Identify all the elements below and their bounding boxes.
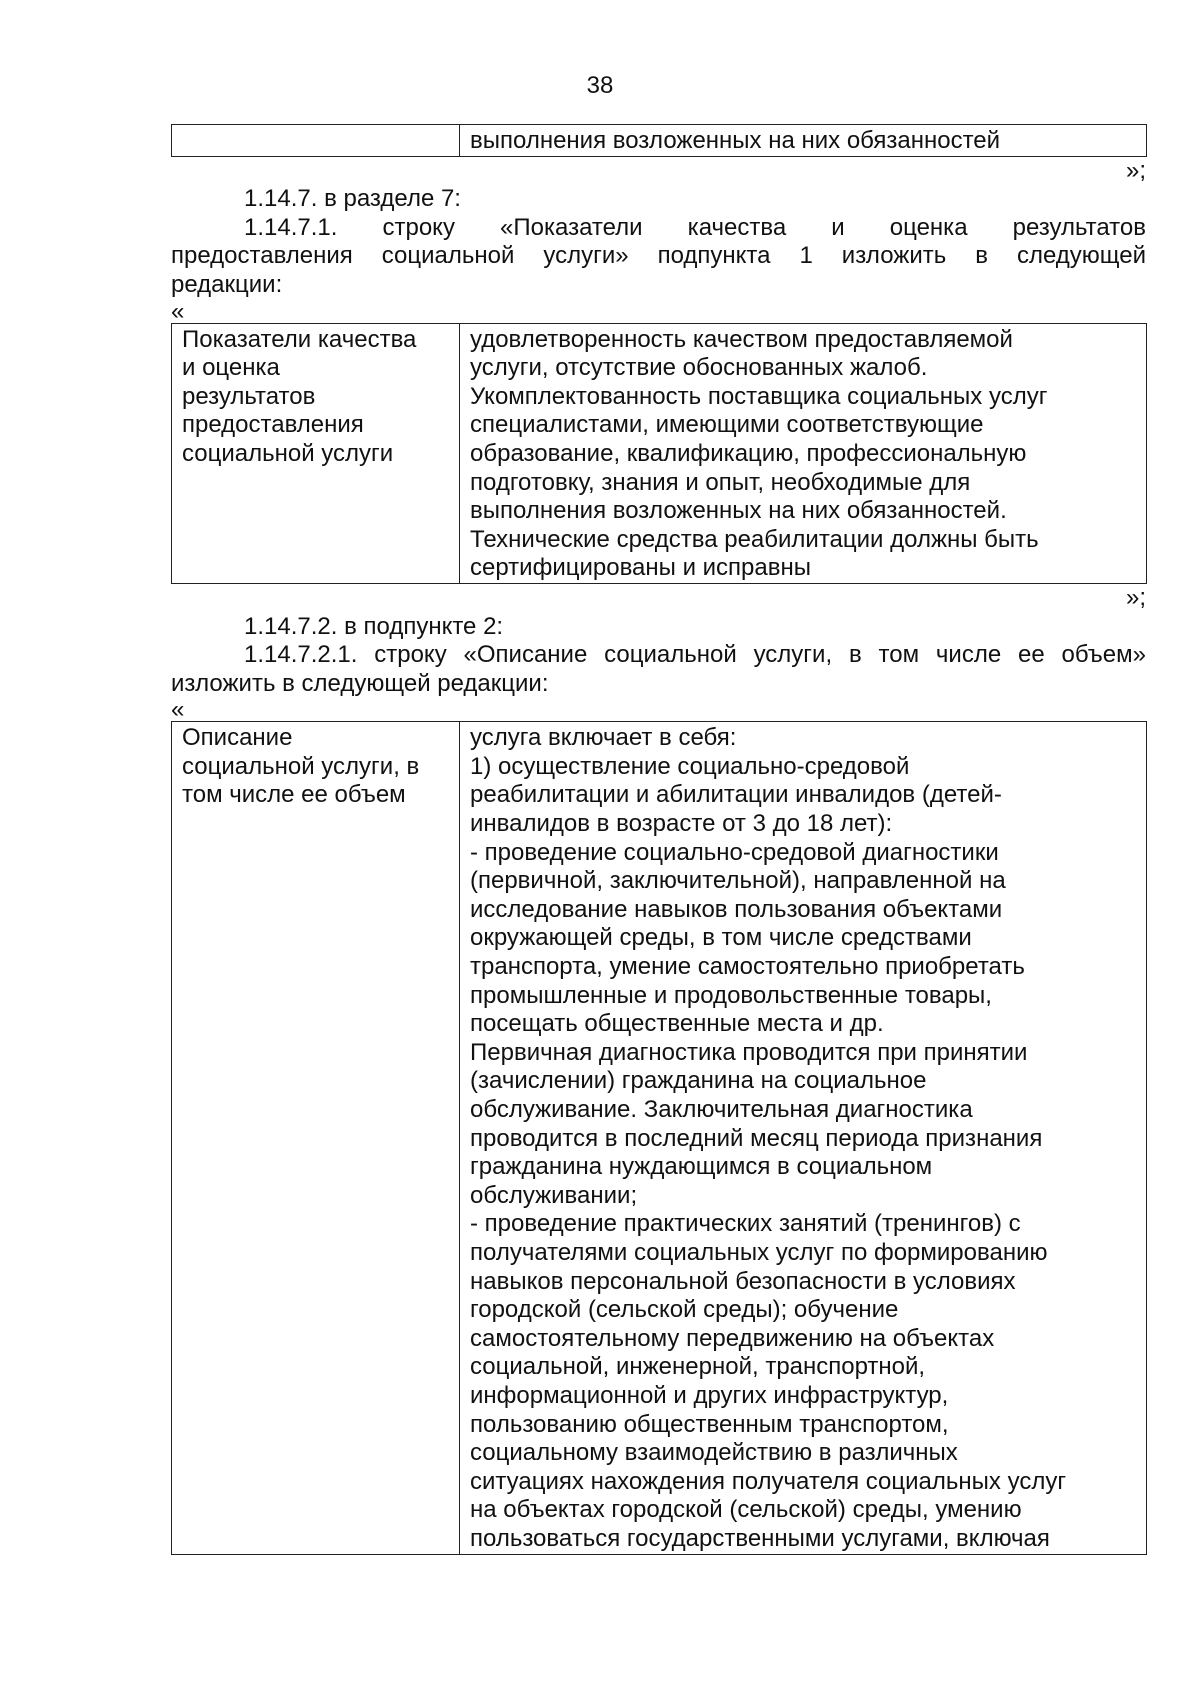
- quality-indicators-table: [171, 323, 1147, 584]
- cell-line: и оценка: [182, 354, 280, 382]
- section-paragraph-1-14-7-2-1: [171, 641, 1146, 698]
- cell-line: окружающей среды, в том числе средствами: [470, 924, 972, 952]
- table-row: [172, 323, 1147, 583]
- table-row: [172, 722, 1147, 1554]
- opening-quote: «: [171, 696, 185, 724]
- cell-line: получателями социальных услуг по формированию: [470, 1238, 1048, 1266]
- cell-line: (первичной, заключительной), направленной на: [470, 867, 1006, 895]
- page-number: 38: [586, 72, 614, 99]
- cell-line: подготовку, знания и опыт, необходимые для: [470, 468, 971, 496]
- cell-line: пользованию общественным транспортом,: [470, 1410, 949, 1438]
- cell-line: социальной, инженерной, транспортной,: [470, 1353, 926, 1381]
- cell-line: социальному взаимодействию в различных: [470, 1439, 958, 1467]
- cell-line: Технические средства реабилитации должны быть: [470, 525, 1039, 553]
- cell-line: информационной и других инфраструктур,: [470, 1381, 949, 1409]
- cell-line: исследование навыков пользования объектами: [470, 895, 1003, 923]
- cell-line: Укомплектованность поставщика социальных услуг: [470, 382, 1048, 410]
- cell-line: пользоваться государственными услугами, включая: [470, 1524, 1050, 1552]
- cell-line: обслуживание. Заключительная диагностика: [470, 1096, 973, 1123]
- table-cell-content: [460, 722, 1147, 1554]
- table-cell-empty: [172, 125, 460, 157]
- table-cell-label: [172, 323, 460, 583]
- cell-line: результатов: [182, 382, 316, 410]
- cell-line: реабилитации и абилитации инвалидов (детей-: [470, 781, 1002, 809]
- table-cell-content: [460, 323, 1147, 583]
- cell-line: сертифицированы и исправны: [470, 554, 811, 582]
- closing-quote: »;: [1125, 156, 1146, 184]
- service-description-table: [171, 721, 1147, 1554]
- paragraph-line: предоставления социальной услуги» подпункта 1 изложить в следующей: [171, 242, 1146, 270]
- table-cell: [460, 125, 1147, 157]
- document-body: [171, 124, 1146, 1555]
- paragraph-line: изложить в следующей редакции:: [171, 669, 549, 697]
- paragraph-line: 1.14.7.2.1. строку «Описание социальной услуги, в том числе ее объем»: [244, 641, 1146, 669]
- cell-line: 1) осуществление социально-средовой: [470, 752, 910, 780]
- table-row: [172, 125, 1147, 157]
- cell-line: выполнения возложенных на них обязанностей.: [470, 497, 1007, 525]
- cell-line: специалистами, имеющими соответствующие: [470, 411, 984, 439]
- cell-line: городской (сельской среды); обучение: [470, 1296, 899, 1324]
- cell-line: социальной услуги, в: [182, 752, 420, 780]
- cell-line: проводится в последний месяц периода признания: [470, 1124, 1043, 1152]
- cell-line: обслуживании;: [470, 1181, 638, 1209]
- cell-line: Описание: [182, 724, 293, 752]
- cell-line: Первичная диагностика проводится при принятии: [470, 1038, 1028, 1066]
- cell-line: промышленные и продовольственные товары,: [470, 981, 992, 1009]
- cell-line: транспорта, умение самостоятельно приобретать: [470, 953, 1025, 981]
- cell-line: Показатели качества: [182, 325, 417, 353]
- cell-line: - проведение социально-средовой диагностики: [470, 838, 999, 866]
- cell-line: удовлетворенность качеством предоставляемой: [470, 325, 1013, 353]
- cell-line: - проведение практических занятий (тренингов) с: [470, 1210, 1021, 1238]
- cell-line: на объектах городской (сельской) среды, умению: [470, 1496, 1022, 1524]
- cell-line: услуга включает в себя:: [470, 724, 737, 752]
- continuation-table: [171, 124, 1147, 157]
- cell-line: (зачислении) гражданина на социальное: [470, 1067, 927, 1095]
- cell-line: образование, квалификацию, профессиональную: [470, 439, 1027, 467]
- table-cell-label: [172, 722, 460, 1554]
- cell-line: гражданина нуждающимся в социальном: [470, 1153, 933, 1181]
- closing-quote: »;: [1125, 583, 1146, 611]
- cell-line: том числе ее объем: [182, 781, 406, 809]
- opening-quote: «: [171, 297, 185, 325]
- section-heading-1-14-7-2: 1.14.7.2. в подпункте 2:: [244, 612, 504, 640]
- cell-line: социальной услуги: [182, 439, 394, 467]
- paragraph-line: 1.14.7.1. строку «Показатели качества и оценка результатов: [244, 213, 1146, 241]
- cell-line: услуги, отсутствие обоснованных жалоб.: [470, 354, 928, 382]
- cell-line: посещать общественные места и др.: [470, 1010, 884, 1038]
- section-paragraph-1-14-7-1: [171, 214, 1146, 300]
- cell-line: инвалидов в возрасте от 3 до 18 лет):: [470, 810, 893, 838]
- paragraph-line: редакции:: [171, 270, 283, 298]
- cell-line: самостоятельному передвижению на объектах: [470, 1324, 995, 1352]
- cell-line: навыков персональной безопасности в условиях: [470, 1267, 1016, 1295]
- cell-line: ситуациях нахождения получателя социальных услуг: [470, 1467, 1067, 1495]
- cell-text: выполнения возложенных на них обязанностей: [470, 127, 1001, 154]
- cell-line: предоставления: [182, 411, 364, 439]
- section-heading-1-14-7: 1.14.7. в разделе 7:: [244, 185, 461, 213]
